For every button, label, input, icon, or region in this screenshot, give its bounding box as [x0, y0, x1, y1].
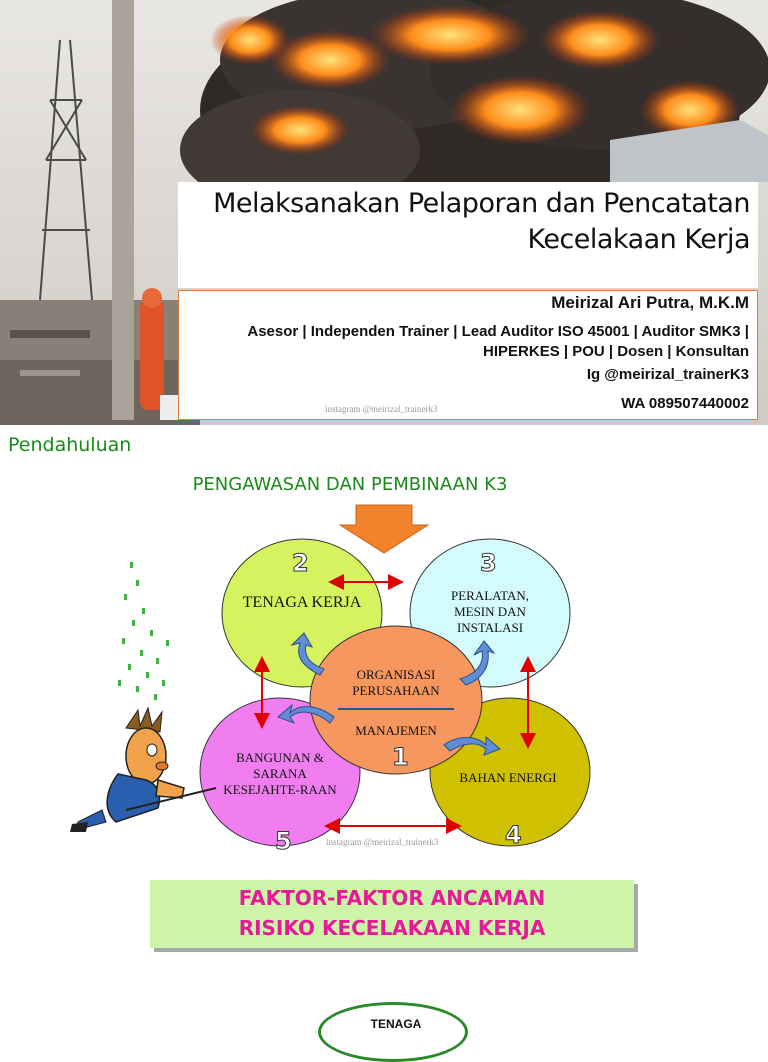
badge-label: TENAGA	[370, 1017, 422, 1031]
circle-label: ORGANISASI PERUSAHAAN	[352, 667, 440, 698]
hero-banner	[0, 0, 768, 425]
author-instagram: Ig @meirizal_trainerK3	[586, 366, 749, 383]
circle-number: 5	[275, 827, 292, 855]
circle-number: 1	[392, 743, 409, 771]
author-roles: Asesor | Independen Trainer | Lead Auditor ISO 45001 | Auditor SMK3 | HIPERKES | POU | Dosen | Konsultan	[247, 323, 749, 360]
title-panel	[178, 182, 758, 288]
tenaga-badge	[318, 1002, 468, 1062]
circle-label: BAHAN ENERGI	[459, 770, 557, 785]
circle-number: 2	[292, 549, 309, 577]
tired-worker-illustration	[66, 560, 226, 840]
diagram-title: PENGAWASAN DAN PEMBINAAN K3	[192, 474, 508, 495]
author-whatsapp: WA 089507440002	[621, 395, 749, 412]
page-title: Melaksanakan Pelaporan dan Pencatatan Kecelakaan Kerja	[213, 188, 750, 255]
circle-number: 3	[480, 549, 497, 577]
author-panel	[178, 290, 758, 420]
risk-factors-banner	[150, 880, 634, 948]
section-label: Pendahuluan	[8, 434, 132, 456]
circle-label: MANAJEMEN	[355, 723, 437, 738]
circle-label: PERALATAN, MESIN DAN INSTALASI	[450, 588, 530, 635]
circle-label: TENAGA KERJA	[242, 594, 362, 611]
banner-line-2: RISIKO KECELAKAAN KERJA	[238, 916, 546, 940]
watermark: instagram @meirizal_trainerk3	[325, 404, 438, 414]
circle-label: BANGUNAN & SARANA KESEJAHTE-RAAN	[223, 750, 337, 797]
circle-number: 4	[505, 821, 522, 849]
down-arrow-icon	[340, 505, 428, 553]
banner-line-1: FAKTOR-FAKTOR ANCAMAN	[238, 886, 546, 910]
watermark: instagram @meirizal_trainerk3	[326, 837, 439, 847]
author-name: Meirizal Ari Putra, M.K.M	[551, 293, 749, 312]
